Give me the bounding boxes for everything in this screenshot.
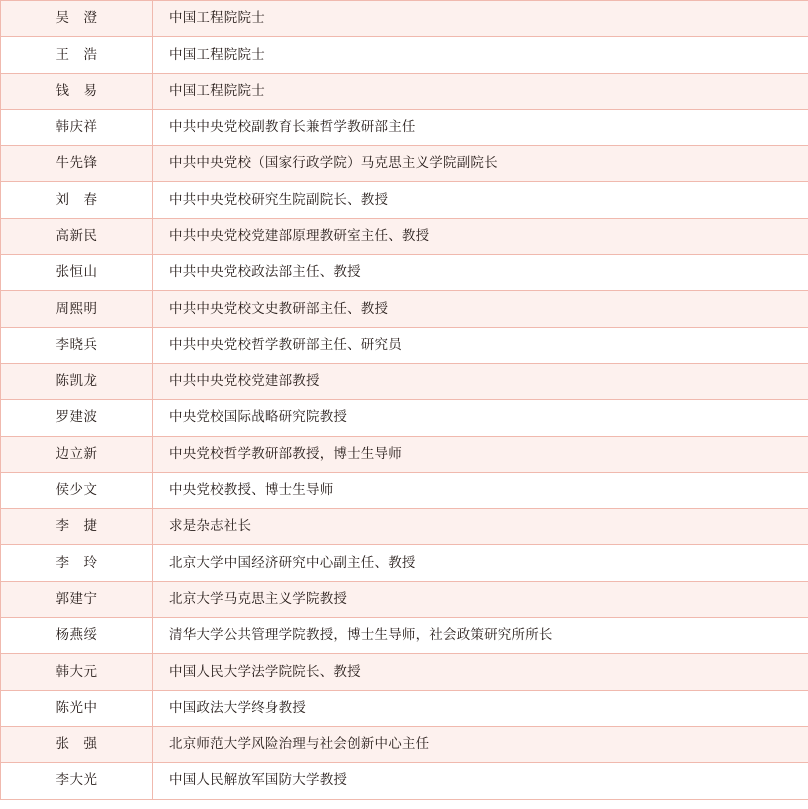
- cell-title: 中国工程院院士: [153, 37, 808, 73]
- cell-name: 边立新: [1, 436, 153, 472]
- table-row: [1, 109, 808, 145]
- cell-title: 中共中央党校文史教研部主任、教授: [153, 291, 808, 327]
- cell-title: 中国人民解放军国防大学教授: [153, 763, 808, 799]
- cell-name: 郭建宁: [1, 581, 153, 617]
- cell-title: 清华大学公共管理学院教授，博士生导师，社会政策研究所所长: [153, 618, 808, 654]
- cell-title: 北京大学中国经济研究中心副主任、教授: [153, 545, 808, 581]
- cell-name: 陈凯龙: [1, 363, 153, 399]
- table-row: [1, 1, 808, 37]
- table-row: [1, 618, 808, 654]
- table-row: [1, 73, 808, 109]
- cell-name: 杨燕绥: [1, 618, 153, 654]
- table-row: [1, 654, 808, 690]
- table-row: [1, 763, 808, 799]
- cell-name: 韩大元: [1, 654, 153, 690]
- table-row: [1, 291, 808, 327]
- cell-title: 北京大学马克思主义学院教授: [153, 581, 808, 617]
- cell-title: 中国工程院院士: [153, 73, 808, 109]
- cell-title: 中共中央党校哲学教研部主任、研究员: [153, 327, 808, 363]
- cell-title: 中共中央党校政法部主任、教授: [153, 255, 808, 291]
- table-row: [1, 545, 808, 581]
- cell-name: 牛先锋: [1, 146, 153, 182]
- cell-title: 中共中央党校党建部原理教研室主任、教授: [153, 218, 808, 254]
- table-row: [1, 255, 808, 291]
- cell-name: 张 强: [1, 726, 153, 762]
- cell-title: 中国政法大学终身教授: [153, 690, 808, 726]
- table-row: [1, 363, 808, 399]
- cell-name: 李大光: [1, 763, 153, 799]
- table-row: [1, 472, 808, 508]
- cell-name: 李 玲: [1, 545, 153, 581]
- table-row: [1, 509, 808, 545]
- cell-name: 李 捷: [1, 509, 153, 545]
- cell-title: 中央党校哲学教研部教授，博士生导师: [153, 436, 808, 472]
- cell-title: 中共中央党校研究生院副院长、教授: [153, 182, 808, 218]
- table-body: [1, 1, 808, 800]
- cell-name: 王 浩: [1, 37, 153, 73]
- table-row: [1, 726, 808, 762]
- table-row: [1, 581, 808, 617]
- cell-title: 中国人民大学法学院院长、教授: [153, 654, 808, 690]
- cell-name: 罗建波: [1, 400, 153, 436]
- cell-name: 张恒山: [1, 255, 153, 291]
- table-row: [1, 37, 808, 73]
- cell-title: 中共中央党校（国家行政学院）马克思主义学院副院长: [153, 146, 808, 182]
- cell-title: 中共中央党校党建部教授: [153, 363, 808, 399]
- table-row: [1, 327, 808, 363]
- cell-title: 中国工程院院士: [153, 1, 808, 37]
- cell-name: 钱 易: [1, 73, 153, 109]
- cell-name: 高新民: [1, 218, 153, 254]
- cell-name: 吴 澄: [1, 1, 153, 37]
- cell-title: 中共中央党校副教育长兼哲学教研部主任: [153, 109, 808, 145]
- table-row: [1, 436, 808, 472]
- cell-name: 韩庆祥: [1, 109, 153, 145]
- cell-title: 求是杂志社长: [153, 509, 808, 545]
- cell-name: 李晓兵: [1, 327, 153, 363]
- table-row: [1, 690, 808, 726]
- cell-name: 侯少文: [1, 472, 153, 508]
- cell-title: 中央党校国际战略研究院教授: [153, 400, 808, 436]
- table-row: [1, 146, 808, 182]
- table-row: [1, 218, 808, 254]
- table-row: [1, 182, 808, 218]
- cell-name: 刘 春: [1, 182, 153, 218]
- cell-name: 陈光中: [1, 690, 153, 726]
- cell-title: 中央党校教授、博士生导师: [153, 472, 808, 508]
- cell-title: 北京师范大学风险治理与社会创新中心主任: [153, 726, 808, 762]
- table-row: [1, 400, 808, 436]
- cell-name: 周熙明: [1, 291, 153, 327]
